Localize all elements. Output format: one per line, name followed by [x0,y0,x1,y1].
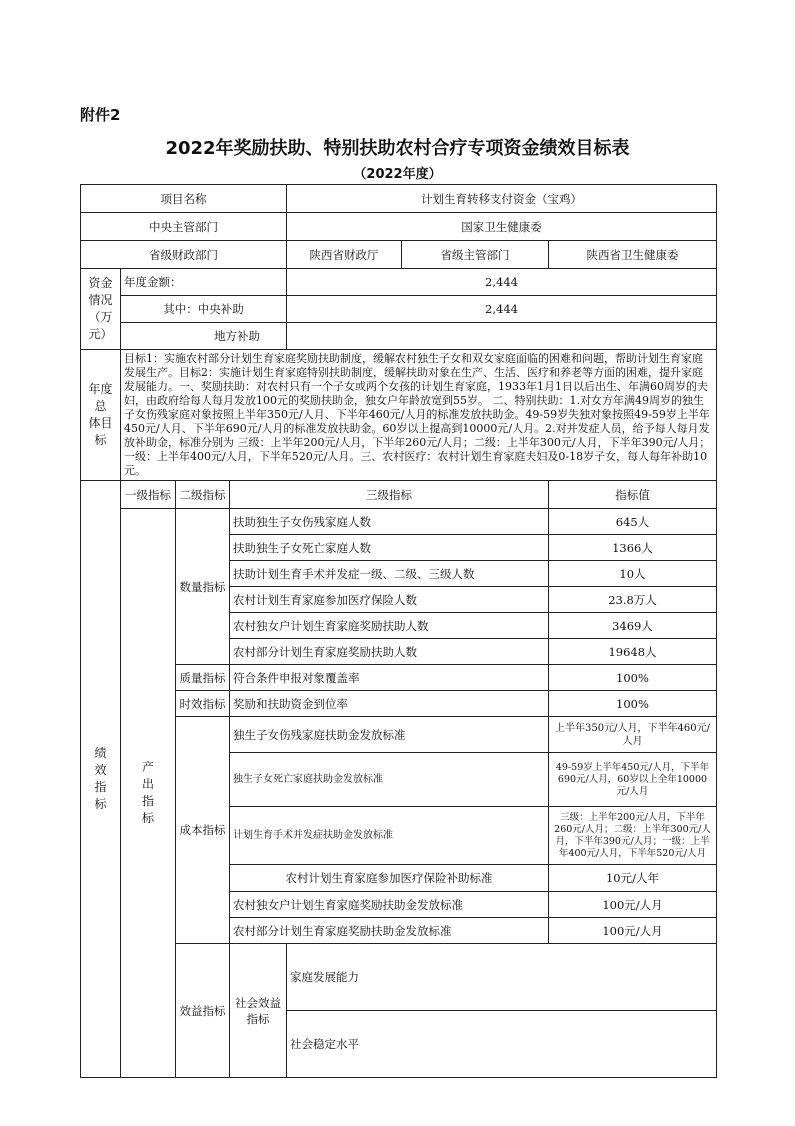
indicator-value: 100% [549,691,717,717]
document-subtitle: （2022年度） [353,167,442,182]
row-annual-goal [81,350,717,481]
indicator-name: 家庭发展能力 [287,944,717,1011]
indicator-value: 23.8万人 [549,587,717,613]
table-row [81,717,717,753]
benefit-label: 效益指标 [176,944,230,1078]
indicator-value: 100元/人月 [549,892,717,918]
indicator-name: 农村独女户计划生育家庭奖励扶助人数 [230,613,549,639]
table-row [81,509,717,535]
funds-label-line: 元） [88,327,113,341]
indicator-name: 独生子女死亡家庭扶助金发放标准 [230,753,549,807]
annual-goal-text: 目标1：实施农村部分计划生育家庭奖励扶助制度，缓解农村独生子女和双女家庭面临的困难和问题，帮助计划生育家庭发展生产。目标2：实施计划生育家庭特别扶助制度，缓解扶助对象在生产、生活、医疗和养老等方面的困难，提升家庭发展能力。一、奖励扶助：对农村只有一个子女或两个女孩的计划生育家庭，1933年1月1日以后出生、年满60周岁的夫妇，由政府给每人每月发放100元的奖励扶助金，独女户年龄放宽到55岁。 二、特别扶助：1.对女方年满49周岁的独生子女伤残家庭对象按照上半年350元/人月、下半年460元/人月的标准发放扶助金。49-59岁失独对象按照49-59岁上半年450元/人月、下半年690元/人月的标准发放扶助金。60岁以上提高到10000元/人月。2.对并发症人员，给予每人每月发放补助金，标准分别为 三级：上半年200元/人月，下半年260元/人月；二级：上半年300元/人月，下半年390元/人月；一级：上半年400元/人月，下半年520元/人月。三、农村医疗：农村计划生育家庭夫妇及0-18岁子女，每人每年补助10元。 [121,350,717,481]
output-label-line: 产 [141,760,154,774]
output-label [121,509,176,1078]
annual-goal-label-line: 年度总 [88,382,113,413]
row-perf-header [81,481,717,509]
prov-finance-value: 陕西省财政厅 [287,241,402,269]
performance-target-table [80,184,717,1078]
table-row [81,944,717,1011]
central-subsidy-label: 其中：中央补助 [121,296,287,323]
header-level3: 三级指标 [230,481,549,509]
indicator-name: 独生子女伤残家庭扶助金发放标准 [230,717,549,753]
annual-goal-label [81,350,121,481]
row-local-subsidy [81,323,717,350]
indicator-name: 社会稳定水平 [287,1011,717,1078]
funds-label-line: 资金 [88,276,113,290]
perf-label-line: 标 [94,797,107,811]
indicator-name: 农村计划生育家庭参加医疗保险人数 [230,587,549,613]
local-subsidy-value [287,323,717,350]
central-dept-label: 中央主管部门 [81,213,287,241]
project-name-value: 计划生育转移支付资金（宝鸡） [287,185,717,213]
timeliness-label: 时效指标 [176,691,230,717]
output-label-line: 指 [141,794,154,808]
header-value: 指标值 [549,481,717,509]
indicator-name: 农村独女户计划生育家庭奖励扶助金发放标准 [230,892,549,918]
indicator-value: 100% [549,665,717,691]
social-benefit-label: 社会效益指标 [230,944,287,1078]
prov-finance-label: 省级财政部门 [81,241,287,269]
indicator-value: 49-59岁上半年450元/人月，下半年690元/人月，60岁以上全年10000元/人月 [549,753,717,807]
funds-label [81,269,121,350]
row-project-name [81,185,717,213]
header-level2: 二级指标 [176,481,230,509]
prov-dept-label: 省级主管部门 [402,241,549,269]
funds-label-line: 情况 [88,293,113,307]
header-level1: 一级指标 [121,481,176,509]
perf-label-line: 效 [94,763,107,777]
indicator-value: 19648人 [549,639,717,665]
document-title: 2022年奖励扶助、特别扶助农村合疗专项资金绩效目标表 [165,138,630,159]
indicator-value: 645人 [549,509,717,535]
perf-label-line: 绩 [94,746,107,760]
indicator-name: 农村部分计划生育家庭奖励扶助金发放标准 [230,918,549,944]
central-subsidy-value: 2,444 [287,296,717,323]
row-central-dept [81,213,717,241]
annual-amount-value: 2,444 [287,269,717,296]
indicator-value: 10人 [549,561,717,587]
central-dept-value: 国家卫生健康委 [287,213,717,241]
attachment-label: 附件2 [80,106,121,124]
annual-goal-label-line: 体目标 [88,416,113,447]
project-name-label: 项目名称 [81,185,287,213]
prov-dept-value: 陕西省卫生健康委 [549,241,717,269]
local-subsidy-label: 地方补助 [121,323,287,350]
indicator-value: 三级：上半年200元/人月，下半年260元/人月；二级：上半年300元/人月，下半年390元/人月；一级：上半年400元/人月，下半年520元/人月 [549,807,717,865]
row-provincial-depts [81,241,717,269]
perf-label-line: 指 [94,780,107,794]
indicator-name: 计划生育手术并发症扶助金发放标准 [230,807,549,865]
row-annual-amount [81,269,717,296]
indicator-value: 3469人 [549,613,717,639]
indicator-value: 100元/人月 [549,918,717,944]
indicator-name: 扶助独生子女伤残家庭人数 [230,509,549,535]
indicator-value: 1366人 [549,535,717,561]
perf-label [81,481,121,1078]
quantity-label: 数量指标 [176,509,230,665]
indicator-name: 符合条件申报对象覆盖率 [230,665,549,691]
cost-label: 成本指标 [176,717,230,944]
indicator-value: 10元/人年 [549,865,717,892]
table-row [81,691,717,717]
quality-label: 质量指标 [176,665,230,691]
indicator-name: 扶助独生子女死亡家庭人数 [230,535,549,561]
indicator-name: 农村部分计划生育家庭奖励扶助人数 [230,639,549,665]
output-label-line: 出 [141,777,154,791]
funds-label-line: （万 [88,310,113,324]
table-row [81,665,717,691]
row-central-subsidy [81,296,717,323]
indicator-name: 农村计划生育家庭参加医疗保险补助标准 [230,865,549,892]
annual-amount-label: 年度金额： [121,269,287,296]
indicator-value: 上半年350元/人月，下半年460元/人月 [549,717,717,753]
output-label-line: 标 [141,811,154,825]
indicator-name: 扶助计划生育手术并发症一级、二级、三级人数 [230,561,549,587]
indicator-name: 奖励和扶助资金到位率 [230,691,549,717]
